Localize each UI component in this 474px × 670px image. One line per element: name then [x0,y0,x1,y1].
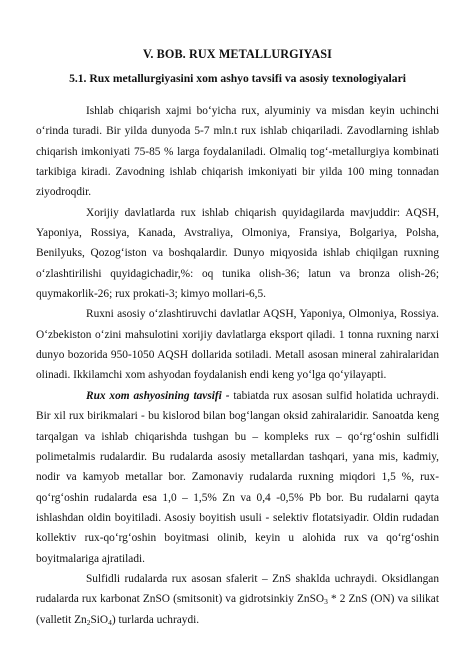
paragraph-foreign-producers: Xorijiy davlatlarda rux ishlab chiqarish quyidagilarda mavjuddir: AQSH, Yaponiya, Rossiya, Kanada, Avstraliya, Olmoniya, Fransiya, Bolgariya, Polsha, Benilyuks, Qozog‘iston va boshqalardir. Dunyo miqyosida ishlab chiqilgan ruxning o‘zlashtirilishi quyidagichadir,%: oq tunika olish-36; latun va bronza olish-26; quymakorlik-26; rux prokati-3; kimyo mollari-6,5. [36,206,439,301]
subscript-4: 4 [108,617,112,627]
document-body [36,101,439,630]
paragraph-production-volume: Ishlab chiqarish xajmi bo‘yicha rux, alyuminiy va misdan keyin uchinchi o‘rinda turadi. Bir yilda dunyoda 5-7 mln.t rux ishlab chiqariladi. Zavodlarning ishlab chiqarish imkoniyati 75-85 % larga foydalaniladi. Olmaliq tog‘-metallurgiya kombinati tarkibiga kiradi. Zavodning ishlab chiqarish imkoniyati bir yilda 100 ming tonnadan ziyodroqdir. [36,105,439,199]
sulfide-text-1: Sulfidli rudalarda rux asosan sfalerit – ZnS shaklda uchraydi. Oksidlangan rudalarda rux karbonat ZnSO (smitsonit) va gidrotsinkiy ZnSO [36,572,439,606]
chapter-title: V. BOB. RUX METALLURGIYASI [143,47,332,61]
subscript-3: 3 [324,597,328,607]
subscript-2: 2 [86,617,91,627]
paragraph-raw-material-text: tabiatda rux asosan sulfid holatida uchraydi. Bir xil rux birikmalari - bu kislorod bilan bog‘langan oksid zahiralaridir. Sanoatda keng tarqalgan va ishlab chiqarishda tushgan bu – kompleks rux – qo‘rg‘oshin sulfidli polimetalmis rudalardir. Bu rudalarda asosiy metallardan tashqari, yana mis, kadmiy, nodir va kamyob metallar bor. Zamonaviy rudalarda ruxning miqdori 1,5 %, rux-qo‘rg‘oshin rudalarda esa 1,0 – 1,5% Zn va 0,4 -0,5% Pb bor. Bu rudalarni qayta ishlashdan oldin boyitiladi. Asosiy boyitish usuli - selektiv flotatsiyadir. Oldin rudadan kollektiv rux-qo‘rg‘oshin boyitmasi olinib, keyin u alohida rux va qo‘rg‘oshin boyitmalariga ajratiladi. [36,389,439,565]
paragraph-sulfide-ores [36,569,439,630]
sulfide-text-2: * 2 ZnS (ON) va silikat (valletit Zn [36,593,439,626]
sulfide-text-3: SiO [90,613,109,626]
term-raw-material: Rux xom ashyosining tavsifi - [86,389,230,402]
paragraph-main-consumers: Ruxni asosiy o‘zlashtiruvchi davlatlar AQSH, Yaponiya, Olmoniya, Rossiya. O‘zbekiston o‘zini mahsulotini xorijiy davlatlarga eksport qiladi. 1 tonna ruxning narxi dunyo bozorida 950-1050 AQSH dollarida sotiladi. Metall asosan mineral zahiralaridan olinadi. Ikkilamchi xom ashyodan foydalanish endi keng yo‘lga qo‘yilayapti. [36,308,439,382]
section-title: 5.1. Rux metallurgiyasini xom ashyo tavsifi va asosiy texnologiyalari [69,72,406,85]
paragraph-raw-material-description [36,386,439,569]
sulfide-text-4: ) turlarda uchraydi. [111,613,200,626]
